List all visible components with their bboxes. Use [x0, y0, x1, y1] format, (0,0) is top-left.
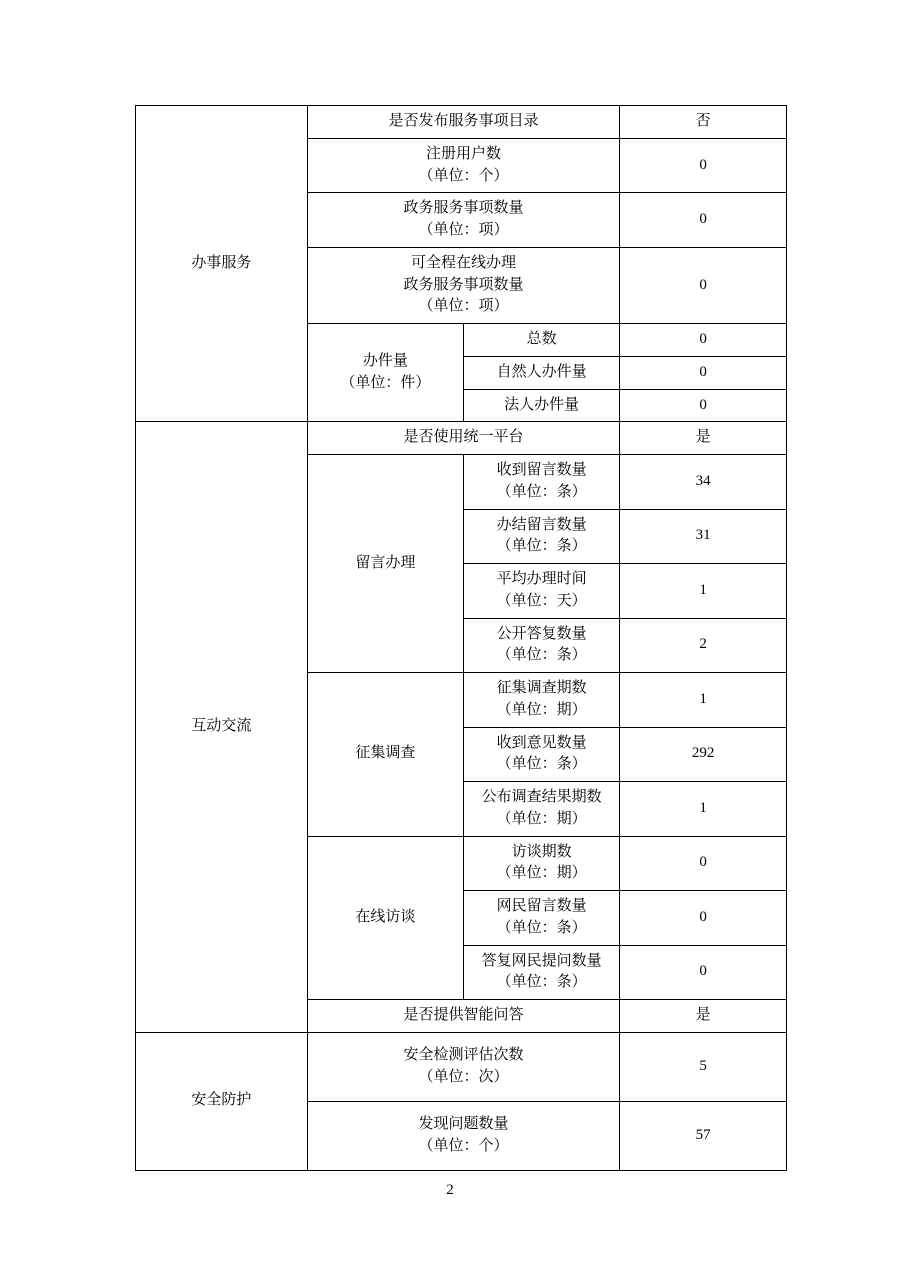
item-label: 办件量 [362, 352, 408, 369]
item-unit: （单位：项） [418, 222, 509, 238]
value-cell: 0 [620, 945, 787, 1000]
sub-item-cell [464, 945, 620, 1000]
item-unit: （单位：件） [340, 374, 431, 391]
sub-item-label: 公开答复数量 [496, 625, 587, 642]
item-cell [307, 324, 463, 422]
sub-item-unit: （单位：期） [496, 810, 587, 827]
category-cell-service: 办事服务 [136, 106, 308, 422]
sub-item-label: 收到意见数量 [496, 734, 587, 751]
item-label: 发现问题数量 [418, 1116, 509, 1132]
sub-item-cell [464, 509, 620, 564]
sub-item-cell [464, 564, 620, 619]
sub-item-label: 收到留言数量 [496, 462, 587, 478]
item-unit: （单位：次） [418, 1068, 509, 1085]
item-cell: 是否发布服务事项目录 [307, 106, 619, 139]
sub-item-unit: （单位：天） [496, 592, 587, 609]
value-cell: 0 [620, 389, 787, 422]
item-label: 安全检测评估次数 [403, 1047, 524, 1063]
sub-item-label: 征集调查期数 [496, 680, 587, 696]
value-cell: 1 [620, 782, 787, 837]
value-cell: 是 [620, 422, 787, 455]
sub-item-unit: （单位：条） [496, 647, 587, 664]
item-cell [307, 1101, 619, 1170]
sub-item-unit: （单位：条） [496, 538, 587, 555]
sub-item-cell: 自然人办件量 [464, 356, 620, 389]
value-cell: 0 [620, 247, 787, 323]
value-cell: 0 [620, 324, 787, 357]
sub-item-unit: （单位：期） [496, 701, 587, 718]
sub-item-label: 公布调查结果期数 [481, 789, 602, 805]
sub-item-cell [464, 836, 620, 891]
value-cell: 否 [620, 106, 787, 139]
sub-item-cell [464, 673, 620, 728]
item-cell: 留言办理 [307, 455, 463, 673]
table-row [136, 422, 787, 455]
item-unit: （单位：个） [418, 1137, 509, 1154]
value-cell: 是 [620, 1000, 787, 1033]
value-cell: 1 [620, 564, 787, 619]
item-label-2: 政务服务事项数量 [403, 276, 524, 293]
item-unit: （单位：项） [418, 298, 509, 315]
sub-item-label: 访谈期数 [511, 843, 572, 860]
sub-item-cell: 法人办件量 [464, 389, 620, 422]
item-label: 注册用户数 [425, 145, 501, 162]
value-cell: 2 [620, 618, 787, 673]
sub-item-unit: （单位：期） [496, 865, 587, 882]
sub-item-cell [464, 727, 620, 782]
item-cell: 是否使用统一平台 [307, 422, 619, 455]
value-cell: 292 [620, 727, 787, 782]
table-row [136, 106, 787, 139]
sub-item-cell [464, 782, 620, 837]
sub-item-label: 平均办理时间 [496, 571, 587, 587]
sub-item-cell: 总数 [464, 324, 620, 357]
item-cell [307, 138, 619, 193]
item-cell: 征集调查 [307, 673, 463, 837]
item-cell [307, 193, 619, 248]
sub-item-unit: （单位：条） [496, 756, 587, 773]
value-cell: 1 [620, 673, 787, 728]
sub-item-unit: （单位：条） [496, 974, 587, 991]
page-number: 2 [446, 1182, 454, 1198]
table-row [136, 1032, 787, 1101]
value-cell: 31 [620, 509, 787, 564]
sub-item-unit: （单位：条） [496, 919, 587, 936]
value-cell: 34 [620, 455, 787, 510]
sub-item-label: 网民留言数量 [496, 898, 587, 914]
category-cell-security: 安全防护 [136, 1032, 308, 1170]
item-cell [307, 247, 619, 323]
item-cell: 在线访谈 [307, 836, 463, 1000]
item-cell [307, 1032, 619, 1101]
value-cell: 0 [620, 891, 787, 946]
item-unit: （单位：个） [418, 167, 509, 184]
value-cell: 0 [620, 836, 787, 891]
sub-item-cell [464, 891, 620, 946]
value-cell: 0 [620, 193, 787, 248]
item-label: 政务服务事项数量 [403, 200, 524, 217]
statistics-table-container [135, 105, 787, 1171]
sub-item-label: 办结留言数量 [496, 516, 587, 533]
value-cell: 5 [620, 1032, 787, 1101]
sub-item-cell [464, 618, 620, 673]
item-label: 可全程在线办理 [410, 254, 516, 271]
category-cell-interaction: 互动交流 [136, 422, 308, 1033]
item-cell: 是否提供智能问答 [307, 1000, 619, 1033]
value-cell: 57 [620, 1101, 787, 1170]
value-cell: 0 [620, 356, 787, 389]
value-cell: 0 [620, 138, 787, 193]
sub-item-unit: （单位：条） [496, 483, 587, 500]
statistics-table [135, 105, 787, 1171]
sub-item-label: 答复网民提问数量 [481, 952, 602, 969]
sub-item-cell [464, 455, 620, 510]
